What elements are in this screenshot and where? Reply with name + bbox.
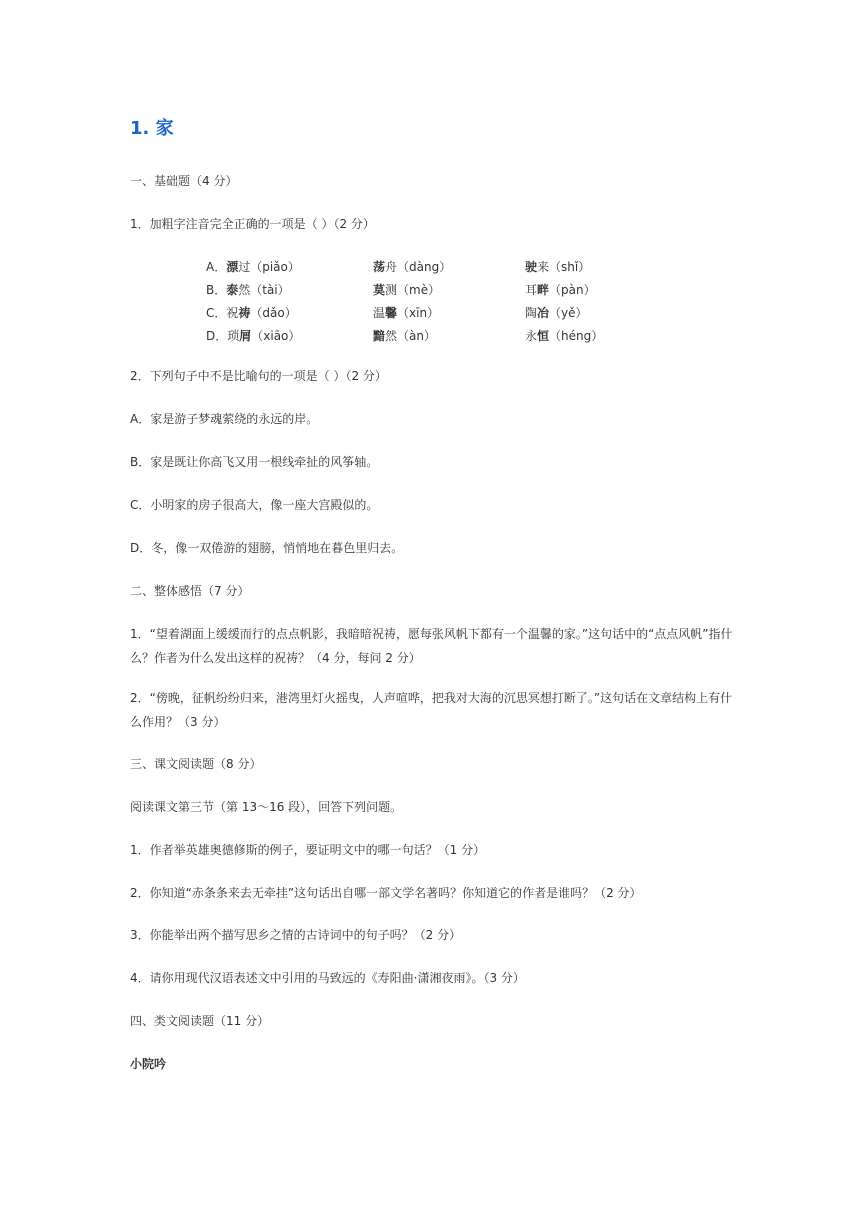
option-c-3: 陶冶（yě） [525, 306, 588, 320]
option-d-3: 永恒（héng） [525, 329, 604, 343]
option-d-1: D．琐屑（xiāo） [206, 329, 301, 343]
reading-passage-title: 小院吟 [130, 1057, 167, 1071]
comprehension-question-1: 1．“望着湖面上缓缓而行的点点帆影，我暗暗祝祷，愿每张风帆下都有一个温馨的家。”这句话中的“点点风帆”指什么？作者为什么发出这样的祝祷？（4 分，每问 2 分） [130, 627, 733, 665]
reading-question-2: 2．你知道“赤条条来去无牵挂”这句话出自哪一部文学名著吗？你知道它的作者是谁吗？（2 分） [130, 886, 642, 900]
reading-question-4: 4．请你用现代汉语表述文中引用的马致远的《寿阳曲·潇湘夜雨》。（3 分） [130, 971, 525, 985]
option-b-1: B．泰然（tài） [206, 283, 290, 297]
reading-instructions: 阅读课文第三节（第 13～16 段），回答下列问题。 [130, 800, 403, 814]
section-heading-similar-reading: 四、类文阅读题（11 分） [130, 1014, 270, 1028]
question-1: 1．加粗字注音完全正确的一项是（ ）（2 分） [130, 217, 375, 231]
option-c-2: 温馨（xīn） [373, 306, 440, 320]
option-a-1: A．漂过（piǎo） [206, 260, 300, 274]
question-2-option-d: D．冬，像一双倦游的翅膀，悄悄地在暮色里归去。 [130, 541, 404, 555]
reading-question-3: 3．你能举出两个描写思乡之情的古诗词中的句子吗？（2 分） [130, 928, 462, 942]
option-c-1: C．祝祷（dǎo） [206, 306, 297, 320]
option-a-3: 驶来（shǐ） [525, 260, 591, 274]
section-heading-comprehension: 二、整体感悟（7 分） [130, 584, 250, 598]
question-2: 2．下列句子中不是比喻句的一项是（ ）（2 分） [130, 369, 387, 383]
section-heading-text-reading: 三、课文阅读题（8 分） [130, 757, 262, 771]
page-title: 1. 家 [130, 118, 174, 139]
option-b-2: 莫测（mè） [373, 283, 441, 297]
option-b-3: 耳畔（pàn） [525, 283, 596, 297]
reading-question-1: 1．作者举英雄奥德修斯的例子，要证明文中的哪一句话？（1 分） [130, 843, 486, 857]
option-a-2: 荡舟（dàng） [373, 260, 452, 274]
option-d-2: 黯然（àn） [373, 329, 436, 343]
question-2-option-b: B．家是既让你高飞又用一根线牵扯的风筝轴。 [130, 455, 379, 469]
question-2-option-c: C．小明家的房子很高大，像一座大宫殿似的。 [130, 498, 379, 512]
question-2-option-a: A．家是游子梦魂萦绕的永远的岸。 [130, 412, 319, 426]
section-heading-basic: 一、基础题（4 分） [130, 174, 238, 188]
comprehension-question-2: 2．“傍晚，征帆纷纷归来，港湾里灯火摇曳，人声喧哗，把我对大海的沉思冥想打断了。”这句话在文章结构上有什么作用？（3 分） [130, 691, 733, 729]
